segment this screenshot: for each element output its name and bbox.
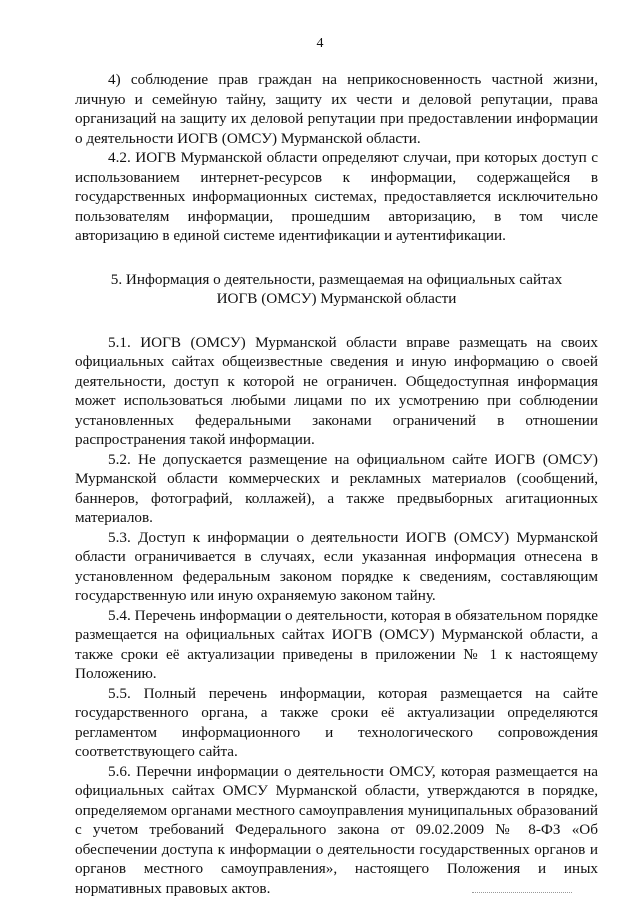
document-body: [75, 70, 598, 898]
paragraph-5-6: 5.6. Перечни информации о деятельности ОМСУ, которая размещается на официальных сайтах ОМСУ Мурманской области, утверждаются в порядке, определяемом органами местного самоуправления муниципальных образований с учетом требований Федерального закона от 09.02.2009 № 8-ФЗ «Об обеспечении доступа к информации о деятельности государственных органов и органов местного самоуправления», настоящего Положения и иных нормативных правовых актов.: [75, 762, 598, 897]
paragraph-5-4: 5.4. Перечень информации о деятельности, которая в обязательном порядке размещается на официальных сайтах ИОГВ (ОМСУ) Мурманской области, а также сроки её актуализации приведены в приложении № 1 к настоящему Положению.: [75, 606, 598, 682]
paragraph-5-5: 5.5. Полный перечень информации, которая размещается на сайте государственного органа, а также сроки её актуализации определяются регламентом информационного и технологического сопровождения соответствующего сайта.: [75, 684, 598, 760]
paragraph-5-3: 5.3. Доступ к информации о деятельности ИОГВ (ОМСУ) Мурманской области ограничивается в случаях, если указанная информация отнесена в установленном федеральным законом порядке к сведениям, составляющим государственную или иную охраняемую законом тайну.: [75, 528, 598, 604]
section-5-heading-line1: 5. Информация о деятельности, размещаемая на официальных сайтах: [110, 270, 563, 288]
section-5-heading: [75, 270, 598, 309]
paragraph-5-2: 5.2. Не допускается размещение на официальном сайте ИОГВ (ОМСУ) Мурманской области коммерческих и рекламных материалов (сообщений, баннеров, фотографий, коллажей), а также предвыборных агитационных материалов.: [75, 450, 598, 526]
footer-divider: [472, 892, 572, 893]
paragraph-4-2: 4.2. ИОГВ Мурманской области определяют случаи, при которых доступ с использованием интернет-ресурсов к информации, содержащейся в государственных информационных системах, предоставляется исключительно пользователям информации, прошедшим авторизацию, в том числе авторизацию в единой системе идентификации и аутентификации.: [75, 149, 598, 244]
section-5-heading-line2: ИОГВ (ОМСУ) Мурманской области: [216, 290, 457, 307]
page-number: 4: [316, 36, 324, 51]
paragraph-5-1: 5.1. ИОГВ (ОМСУ) Мурманской области вправе размещать на своих официальных сайтах общеизвестные сведения и иную информацию о своей деятельности, доступ к которой не ограничен. Общедоступная информация может использоваться любыми лицами по их усмотрению при соблюдении установленных федеральными законами ограничений в отношении распространения такой информации.: [75, 333, 598, 448]
paragraph-4-4: 4) соблюдение прав граждан на неприкосновенность частной жизни, личную и семейную тайну, защиту их чести и деловой репутации, права организаций на защиту их деловой репутации при предоставлении информации о деятельности ИОГВ (ОМСУ) Мурманской области.: [75, 71, 598, 147]
